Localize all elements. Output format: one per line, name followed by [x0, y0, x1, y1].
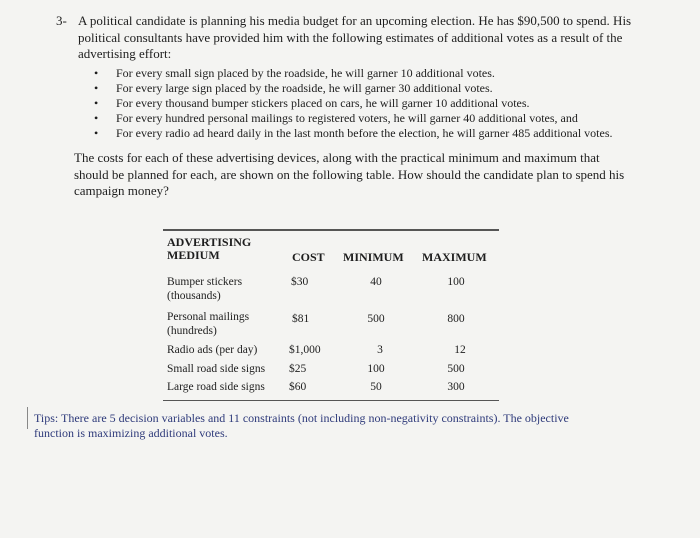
bullet-icon: • [94, 111, 99, 125]
header-minimum: MINIMUM [343, 250, 404, 264]
list-item: • For every small sign placed by the roadside, he will garner 10 additional votes. [94, 66, 495, 80]
row-medium: Small road side signs [167, 363, 266, 375]
row-maximum: 12 [454, 344, 466, 356]
question-paragraph: The costs for each of these advertising devices, along with the practical minimum and maximum that should be planned for each, are shown on the following table. How should the candidate plan to spend his campaign money? [74, 150, 625, 198]
row-medium: Personal mailings [167, 311, 250, 323]
bullet-icon: • [94, 66, 99, 80]
list-item: • For every hundred personal mailings to registered voters, he will garner 40 additional votes, and [94, 111, 578, 125]
bullet-icon: • [94, 126, 99, 140]
row-minimum: 500 [367, 313, 385, 325]
row-maximum: 500 [447, 363, 465, 375]
table-top-rule [163, 229, 499, 231]
row-medium-unit: (thousands) [167, 290, 221, 302]
header-cost: COST [292, 250, 325, 264]
row-medium-unit: (hundreds) [167, 325, 217, 337]
question-number: 3- [56, 13, 67, 28]
list-item: • For every radio ad heard daily in the last month before the election, he will garner 485 additional votes. [94, 126, 613, 140]
row-medium: Large road side signs [167, 381, 265, 393]
row-medium: Bumper stickers [167, 276, 243, 288]
vote-estimates-list [92, 66, 662, 141]
table-bottom-rule [163, 400, 499, 401]
row-maximum: 300 [447, 381, 465, 393]
question-intro: A political candidate is planning his media budget for an upcoming election. He has $90,500 to spend. His political consultants have provided him with the following estimates of additional votes as a result of the advertising effort: [78, 13, 632, 61]
row-cost: $60 [289, 381, 307, 393]
bullet-icon: • [94, 96, 99, 110]
list-item: • For every thousand bumper stickers placed on cars, he will garner 10 additional votes. [94, 96, 530, 110]
advertising-table [163, 224, 499, 404]
row-minimum: 3 [377, 344, 383, 356]
row-cost: $30 [291, 276, 309, 288]
bullet-icon: • [94, 81, 99, 95]
header-medium-line2: MEDIUM [167, 248, 220, 262]
list-item: • For every large sign placed by the roadside, he will garner 30 additional votes. [94, 81, 493, 95]
row-maximum: 100 [447, 276, 465, 288]
row-minimum: 40 [370, 276, 382, 288]
row-maximum: 800 [447, 313, 465, 325]
header-medium-line1: ADVERTISING [167, 235, 252, 249]
row-minimum: 100 [367, 363, 385, 375]
row-medium: Radio ads (per day) [167, 344, 258, 356]
tips-marker [27, 407, 28, 429]
row-minimum: 50 [370, 381, 382, 393]
row-cost: $25 [289, 363, 307, 375]
row-cost: $1,000 [289, 344, 321, 356]
header-maximum: MAXIMUM [422, 250, 487, 264]
row-cost: $81 [292, 313, 310, 325]
tips-text: Tips: There are 5 decision variables and 11 constraints (not including non-negativity constraints). The objective function is maximizing additional votes. [34, 411, 569, 440]
